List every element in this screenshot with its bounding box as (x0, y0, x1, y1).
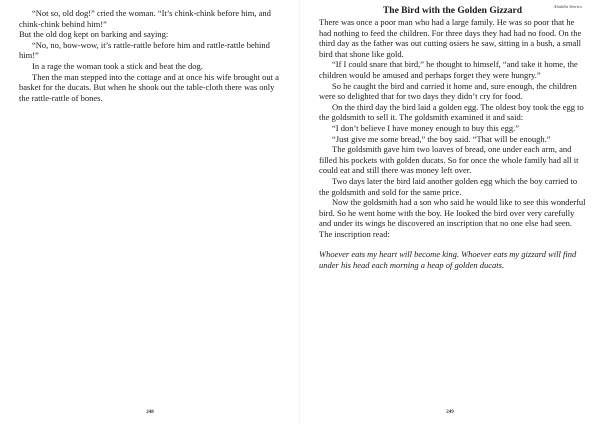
paragraph: Two days later the bird laid another golden egg which the boy carried to the goldsmith and sold for the same price. (319, 175, 578, 197)
paragraph: Then the man stepped into the cottage and at once his wife brought out a basket for the ducats. But when he shook out the table-cloth there was only the rattle-rattle of bones. (19, 71, 279, 103)
paragraph: On the third day the bird laid a golden egg. The oldest boy took the egg to the goldsmith to sell it. The goldsmith examined it and said: (319, 101, 584, 123)
paragraph: “Not so, old dog!” cried the woman. “It’s chink-chink before him, and chink-chink behind him!” (19, 8, 271, 29)
paragraph: So he caught the bird and carried it home and, sure enough, the children were so delighted that for two days they didn’t cry for food. (319, 80, 577, 102)
running-head: Aladdin Stories (553, 4, 582, 9)
page-number: 249 (446, 410, 454, 415)
paragraph: “I don’t believe I have money enough to buy this egg.” (332, 122, 520, 133)
inscription-text: Whoever eats my heart will become king. Whoever eats my gizzard will find under his head each morning a heap of golden ducats. (319, 249, 577, 271)
paragraph: “If I could snare that bird,” he thought to himself, “and take it home, the children would be amused and perhaps forget they were hungry.” (319, 59, 578, 80)
paragraph: The goldsmith gave him two loaves of bread, one under each arm, and filled his pockets with golden ducats. So for once the whole family had all it could eat and still there was money left over. (319, 144, 579, 176)
left-page-text (19, 8, 285, 103)
paragraph: In a rage the woman took a stick and beat the dog. (32, 60, 203, 71)
paragraph: But the old dog kept on barking and saying: (19, 29, 169, 40)
paragraph: “Just give me some bread,” the boy said. “That will be enough.” (332, 133, 551, 144)
chapter-title: The Bird with the Golden Gizzard (382, 6, 523, 16)
paragraph: “No, no, bow-wow, it’s rattle-rattle before him and rattle-rattle behind him!” (19, 39, 270, 61)
paragraph: Now the goldsmith had a son who said he would like to see this wonderful bird. So he went home with the boy. He looked the bird over very carefully and under its wings he discovered an inscription that no one else had seen. The inscription read: (319, 197, 586, 239)
right-page (300, 0, 600, 424)
paragraph: There was once a poor man who had a large family. He was so poor that he had nothing to feed the children. For three days they had had no food. On the third day as the father was out cutting osiers he saw, sitting in a bush, a small bird that shone like gold. (319, 17, 582, 59)
page-number: 248 (146, 410, 154, 415)
right-page-text (319, 5, 586, 271)
